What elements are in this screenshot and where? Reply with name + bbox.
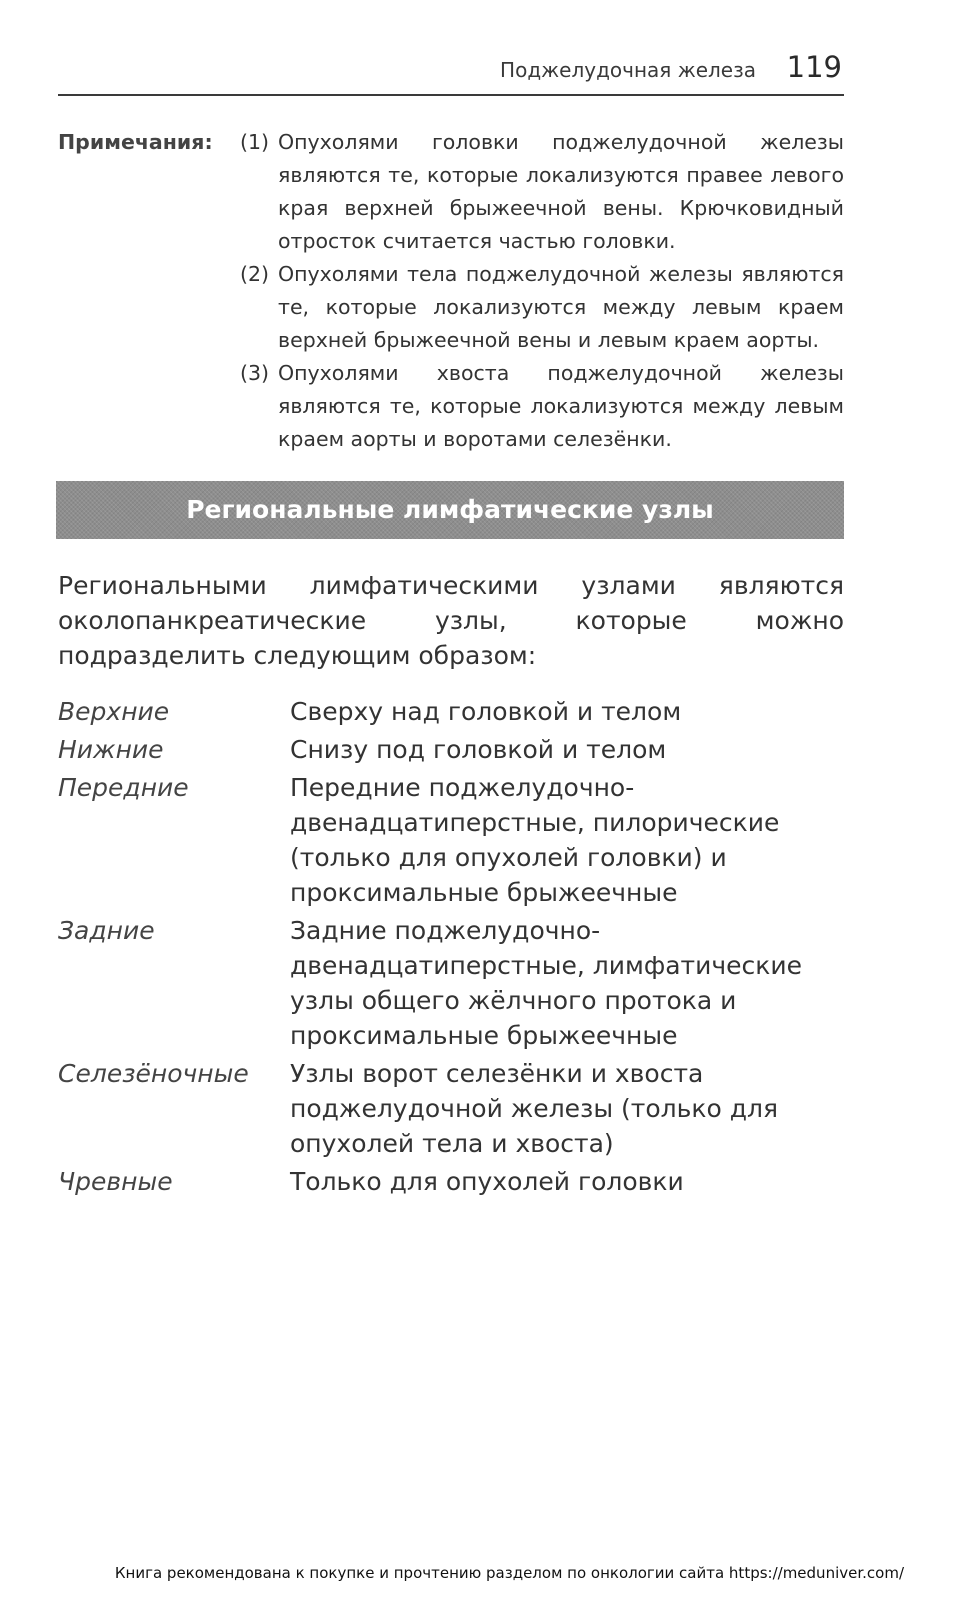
list-item <box>58 1164 844 1199</box>
node-description: Снизу под головкой и телом <box>290 735 667 764</box>
running-title: Поджелудочная железа <box>500 58 756 82</box>
note-text: Опухолями головки поджелудочной железы являются те, которые локализуются правее левого края верхней брыжеечной вены. Крючковидный отросток считается частью головки. <box>278 130 844 253</box>
note-text: Опухолями хвоста поджелудочной железы являются те, которые локализуются между левым краем аорты и воротами селезёнки. <box>278 361 844 451</box>
note-number: (2) <box>240 262 270 286</box>
intro-paragraph: Региональными лимфатическими узлами являются околопанкреатические узлы, которые можно подразделить следующим образом: <box>58 571 844 670</box>
section-title: Региональные лимфатические узлы <box>186 495 714 524</box>
note-number: (1) <box>240 130 270 154</box>
footer-note: Книга рекомендована к покупке и прочтению разделом по онкологии сайта https://meduniver.com/ <box>114 1564 904 1582</box>
node-term: Чревные <box>58 1167 173 1196</box>
node-description: Узлы ворот селезёнки и хвоста поджелудочной железы (только для опухолей тела и хвоста) <box>290 1059 779 1158</box>
list-item <box>58 732 844 767</box>
notes-label: Примечания: <box>58 130 213 154</box>
lymph-node-list <box>58 694 844 1202</box>
node-description: Передние поджелудочно-двенадцатиперстные, пилорические (только для опухолей головки) и проксимальные брыжеечные <box>290 773 780 907</box>
node-term: Передние <box>58 773 189 802</box>
node-description: Сверху над головкой и телом <box>290 697 682 726</box>
node-description: Только для опухолей головки <box>290 1167 684 1196</box>
node-term: Нижние <box>58 735 164 764</box>
note-item <box>240 357 844 456</box>
note-number: (3) <box>240 361 270 385</box>
list-item <box>58 1056 844 1161</box>
node-term: Селезёночные <box>58 1059 249 1088</box>
node-term: Задние <box>58 916 155 945</box>
node-description: Задние поджелудочно-двенадцатиперстные, лимфатические узлы общего жёлчного протока и проксимальные брыжеечные <box>290 916 802 1050</box>
section-heading-band <box>56 481 844 539</box>
note-item <box>240 258 844 357</box>
list-item <box>58 694 844 729</box>
note-text: Опухолями тела поджелудочной железы являются те, которые локализуются между левым краем верхней брыжеечной вены и левым краем аорты. <box>278 262 844 352</box>
notes-list <box>240 126 844 456</box>
page-number: 119 <box>786 50 842 84</box>
note-item <box>240 126 844 258</box>
page-header <box>58 48 844 96</box>
list-item <box>58 770 844 910</box>
list-item <box>58 913 844 1053</box>
node-term: Верхние <box>58 697 170 726</box>
